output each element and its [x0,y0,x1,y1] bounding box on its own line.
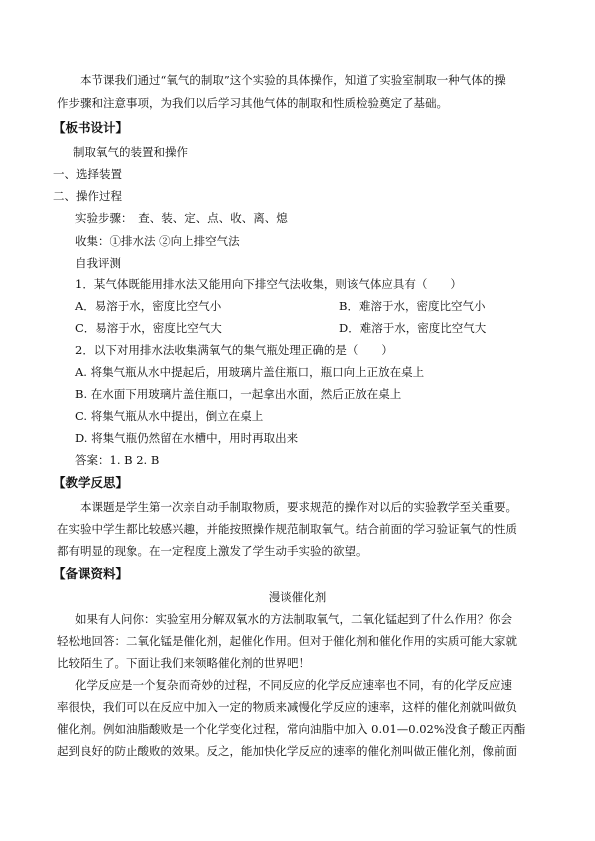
materials-title: 漫谈催化剂 [268,590,327,604]
reflection-heading: 【教学反思】 [53,475,129,490]
answer-key: 答案：1. B 2. B [75,453,160,467]
materials-p1-line-3: 比较陌生了。下面让我们来领略催化剂的世界吧！ [57,656,310,670]
intro-line-1: 本节课我们通过“氧气的制取”这个实验的具体操作，知道了实验室制取一种气体的操 [80,73,506,87]
reflection-line-2: 在实验中学生都比较感兴趣，并能按照操作规范制取氧气。结合前面的学习验证氧气的性质 [57,522,517,536]
materials-p2-line-1: 化学反应是一个复杂而奇妙的过程，不同反应的化学反应速率也不同，有的化学反应速 [75,678,512,692]
question-2-option-b: B. 在水面下用玻璃片盖住瓶口，一起拿出水面，然后正放在桌上 [75,387,402,401]
materials-p2-line-2: 率很快，我们可以在反应中加入一定的物质来减慢化学反应的速率，这样的催化剂就叫做负 [57,700,517,714]
board-design-heading: 【板书设计】 [53,120,129,135]
question-1-option-a: A．易溶于水，密度比空气小 [75,299,222,313]
question-2-option-a: A. 将集气瓶从水中提起后，用玻璃片盖住瓶口，瓶口向上正放在桌上 [75,365,425,379]
reflection-line-1: 本课题是学生第一次亲自动手制取物质，要求规范的操作对以后的实验教学至关重要。 [80,500,517,514]
board-design-item-1: 一、选择装置 [53,167,122,181]
board-design-item-2: 二、操作过程 [53,189,122,203]
self-eval-title: 自我评测 [75,256,121,270]
reflection-line-3: 都有明显的现象。在一定程度上激发了学生动手实验的欲望。 [57,544,368,558]
materials-heading: 【备课资料】 [53,566,129,581]
materials-p1-line-1: 如果有人问你：实验室用分解双氧水的方法制取氧气，二氧化锰起到了什么作用？你会 [75,612,512,626]
question-2-option-c: C. 将集气瓶从水中提出，倒立在桌上 [75,409,264,423]
collection-methods: 收集：①排水法 ②向上排空气法 [75,234,240,248]
question-2-stem: 2．以下对用排水法收集满氧气的集气瓶处理正确的是（ ） [75,343,393,357]
materials-p2-line-4: 起到良好的防止酸败的效果。反之，能加快化学反应的速率的催化剂叫做正催化剂，像前面 [57,744,517,758]
question-1-option-b: B．难溶于水，密度比空气小 [339,299,486,313]
intro-line-2: 作步骤和注意事项，为我们以后学习其他气体的制取和性质检验奠定了基础。 [57,96,448,110]
experiment-steps: 实验步骤： 查、装、定、点、收、离、熄 [75,211,288,225]
question-1-option-d: D．难溶于水，密度比空气大 [339,321,487,335]
materials-p1-line-2: 轻松地回答：二氧化锰是催化剂，起催化作用。但对于催化剂和催化作用的实质可能大家就 [57,634,517,648]
question-2-option-d: D. 将集气瓶仍然留在水槽中，用时再取出来 [75,431,299,445]
board-design-title: 制取氧气的装置和操作 [73,145,188,159]
materials-p2-line-3: 催化剂。例如油脂酸败是一个化学变化过程，常向油脂中加入 0.01—0.02%没食子酸正丙酯 [57,722,526,736]
question-1-option-c: C．易溶于水，密度比空气大 [75,321,222,335]
question-1-stem: 1．某气体既能用排水法又能用向下排空气法收集，则该气体应具有（ ） [75,277,462,291]
